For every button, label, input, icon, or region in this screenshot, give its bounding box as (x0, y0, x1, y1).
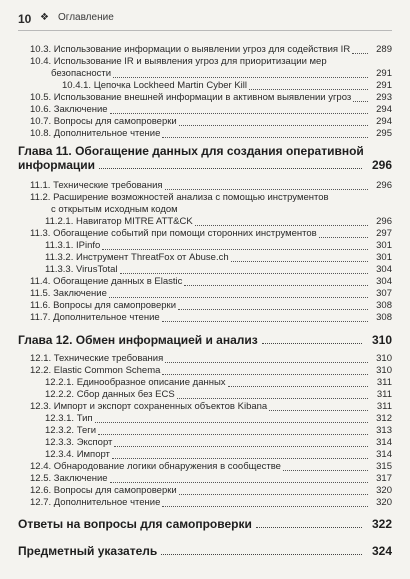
toc-entry[interactable] (0, 80, 410, 92)
toc-entry-title: 12.2. Elastic Common Schema (30, 365, 161, 376)
toc-entry-title: 10.4.1. Цепочка Lockheed Martin Cyber Kill (62, 80, 247, 91)
running-title: Оглавление (58, 12, 114, 23)
toc-entry-title: 11.3.3. VirusTotal (45, 264, 118, 275)
toc-entry-title: 11.3. Обогащение событий при помощи сторонних инструментов (30, 228, 317, 239)
toc-entry-title: 12.4. Обнародование логики обнаружения в сообществе (30, 461, 281, 472)
leader-dots (99, 154, 362, 169)
toc-entry-title: 10.8. Дополнительное чтение (30, 128, 161, 139)
leader-dots (161, 540, 362, 555)
toc-entry-title: 12.5. Заключение (30, 473, 108, 484)
toc-entry[interactable] (0, 497, 410, 509)
chapter-page-number: 324 (371, 544, 392, 558)
toc-entry-title: 12.2.2. Сбор данных без ECS (45, 389, 175, 400)
leader-dots (162, 125, 384, 138)
toc-entry-title: с открытым исходным кодом (51, 204, 178, 215)
toc-entry-title: 10.7. Вопросы для самопроверки (30, 116, 177, 127)
chapter-page-number: 322 (371, 517, 392, 531)
toc-entry[interactable] (0, 312, 410, 324)
toc-entry-title: 11.7. Дополнительное чтение (30, 312, 160, 323)
toc-entry[interactable] (0, 44, 410, 56)
toc-page-number: 296 (368, 216, 392, 228)
page-number: 10 (18, 12, 32, 26)
toc-chapter-entry[interactable] (18, 544, 392, 559)
diamond-ornament-icon: ❖ (40, 12, 49, 23)
toc-page-number: 294 (368, 116, 392, 128)
chapter-title: Глава 11. Обогащение данных для создания оперативной (18, 144, 364, 158)
chapter-title: Предметный указатель (18, 544, 158, 558)
toc-entry[interactable] (0, 180, 410, 192)
toc-entry-title: 12.2.1. Единообразное описание данных (45, 377, 226, 388)
toc-page-number: 294 (368, 104, 392, 116)
toc-page-number: 311 (368, 401, 392, 413)
toc-chapter-entry[interactable] (18, 144, 392, 174)
toc-page-number: 312 (368, 413, 392, 425)
toc-entry-title: 12.3.2. Теги (45, 425, 97, 436)
toc-page-number: 317 (368, 473, 392, 485)
toc-entry-title: 11.3.1. IPinfo (45, 240, 101, 251)
toc-entry-title: 11.5. Заключение (30, 288, 107, 299)
toc-page-number: 308 (368, 312, 392, 324)
toc-page-number: 313 (368, 425, 392, 437)
toc-entry-title: 11.3.2. Инструмент ThreatFox от Abuse.ch (45, 252, 229, 263)
toc-entry-title: 11.1. Технические требования (30, 180, 163, 191)
toc-page-number: 314 (368, 449, 392, 461)
toc-entry-title: 12.7. Дополнительное чтение (30, 497, 161, 508)
toc-entry-title: 10.3. Использование информации о выявлении угроз для содействия IR (30, 44, 351, 55)
toc-entry-title: 11.6. Вопросы для самопроверки (30, 300, 177, 311)
chapter-page-number: 296 (371, 158, 392, 172)
toc-entry-title: 12.3. Импорт и экспорт сохраненных объектов Kibana (30, 401, 268, 412)
toc-page-number: 291 (368, 80, 392, 92)
toc-page-number: 304 (368, 264, 392, 276)
toc-page-number: 304 (368, 276, 392, 288)
leader-dots (165, 177, 384, 190)
toc-entry-title: 10.4. Использование IR и выявления угроз для приоритизации мер (30, 56, 327, 67)
chapter-page-number: 310 (371, 333, 392, 347)
toc-page-number: 315 (368, 461, 392, 473)
toc-entry-title: 10.6. Заключение (30, 104, 108, 115)
toc-page-number: 296 (368, 180, 392, 192)
toc-page-number: 311 (368, 389, 392, 401)
toc-page-number: 291 (368, 68, 392, 80)
running-header (18, 12, 392, 28)
leader-dots (162, 494, 384, 507)
leader-dots (262, 329, 362, 344)
toc-page-number: 320 (368, 485, 392, 497)
toc-page-number: 310 (368, 365, 392, 377)
toc-entry-title: 10.5. Использование внешней информации в активном выявлении угроз (30, 92, 352, 103)
toc-entry-title: 12.6. Вопросы для самопроверки (30, 485, 177, 496)
toc-page-number: 289 (368, 44, 392, 56)
toc-entry-title: 11.2.1. Навигатор MITRE ATT&CK (45, 216, 193, 227)
toc-entry-title: 11.4. Обогащение данных в Elastic (30, 276, 183, 287)
toc-page-number: 314 (368, 437, 392, 449)
toc-entry-title: 12.3.3. Экспорт (45, 437, 113, 448)
toc-entry-title: 11.2. Расширение возможностей анализа с помощью инструментов (30, 192, 329, 203)
toc-page-number: 301 (368, 240, 392, 252)
toc-page-number: 320 (368, 497, 392, 509)
toc-chapter-entry[interactable] (18, 333, 392, 348)
toc-page-number: 307 (368, 288, 392, 300)
toc-page-number: 295 (368, 128, 392, 140)
toc-entry-title: 12.3.4. Импорт (45, 449, 110, 460)
toc-page-number: 293 (368, 92, 392, 104)
leader-dots (256, 513, 362, 528)
toc-entry-title: безопасности (51, 68, 112, 79)
toc-page-number: 301 (368, 252, 392, 264)
toc-entry[interactable] (0, 192, 410, 204)
toc-entry-title: 12.3.1. Тип (45, 413, 93, 424)
toc-entry-title: 12.1. Технические требования (30, 353, 164, 364)
chapter-title: Глава 12. Обмен информацией и анализ (18, 333, 258, 347)
chapter-title: Ответы на вопросы для самопроверки (18, 517, 252, 531)
toc-entry[interactable] (0, 128, 410, 140)
leader-dots (162, 309, 384, 322)
toc-page-number: 310 (368, 353, 392, 365)
toc-page-number: 311 (368, 377, 392, 389)
header-rule (18, 30, 392, 31)
toc-page-number: 308 (368, 300, 392, 312)
toc-chapter-entry[interactable] (18, 517, 392, 532)
toc-page-number: 297 (368, 228, 392, 240)
chapter-title-continued: информации (18, 158, 95, 172)
